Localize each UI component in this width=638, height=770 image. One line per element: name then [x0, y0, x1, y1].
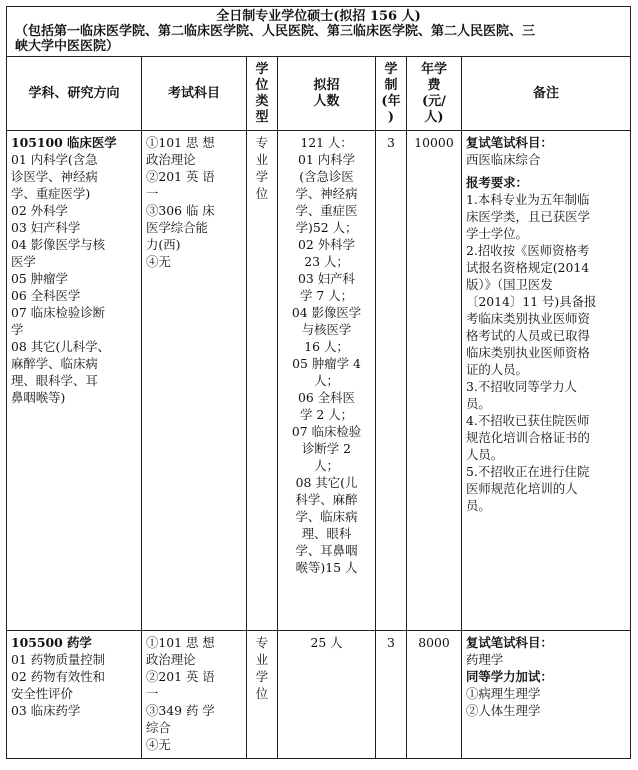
requirement-line: 规范化培训合格证书的 — [466, 430, 590, 445]
subject-line: 02 药物有效性和 — [11, 669, 106, 684]
subject-line: 03 临床药学 — [11, 703, 81, 718]
duration-cell — [376, 631, 407, 759]
requirements-title: 报考要求： — [466, 175, 528, 190]
quota-line: 理、眼科 — [301, 526, 352, 541]
remarks-cell — [462, 131, 631, 631]
quota-line: 01 内科学 — [298, 152, 355, 167]
quota-line: 04 影像医学 — [291, 305, 362, 320]
requirement-line: 4.不招收已获住院医师 — [466, 413, 590, 428]
subject-line: 03 妇产科学 — [11, 220, 81, 235]
exam-line: ①101 思 想 — [146, 135, 215, 150]
exam-line: ④无 — [146, 737, 171, 752]
exam-cell — [142, 131, 247, 631]
exam-line: 一 — [146, 186, 159, 201]
header-quota: 拟招 人数 — [278, 57, 376, 131]
quota-line: 人； — [314, 458, 339, 473]
quota-line: 学、临床病 — [295, 509, 358, 524]
subject-cell — [7, 131, 142, 631]
duration-cell — [376, 131, 407, 631]
subtitle-line: 峡大学中医医院） — [15, 39, 120, 54]
subject-line: 04 影像医学与核 — [11, 237, 106, 252]
quota-cell — [278, 131, 376, 631]
quota-line: 与核医学 — [301, 322, 352, 337]
quota-line: 06 全科医 — [298, 390, 355, 405]
exam-line: ②201 英 语 — [146, 669, 215, 684]
subject-line: 理、眼科学、耳 — [11, 373, 98, 388]
subject-line: 05 肿瘤学 — [11, 271, 68, 286]
quota-line: 学)52 人； — [295, 220, 358, 235]
subject-cell — [7, 631, 142, 759]
quota-line: 23 人； — [304, 254, 349, 269]
quota-line: 科学、麻醉 — [295, 492, 358, 507]
requirement-line: 2.招收按《医师资格考 — [466, 243, 590, 258]
exam-line: ③349 药 学 — [146, 703, 215, 718]
subject-line: 诊医学、神经病 — [11, 169, 98, 184]
quota-line: 人； — [314, 373, 339, 388]
quota-line: 08 其它(儿 — [295, 475, 358, 490]
subject-line: 01 内科学(含急 — [11, 152, 98, 167]
subject-line: 06 全科医学 — [11, 288, 81, 303]
requirement-line: 学士学位。 — [466, 226, 528, 241]
quota-line: 诊断学 2 — [302, 441, 351, 456]
quota-cell — [278, 631, 376, 759]
retest-title: 复试笔试科目： — [466, 635, 553, 650]
requirement-line: 1.本科专业为五年制临 — [466, 192, 590, 207]
quota-line: 05 肿瘤学 4 — [292, 356, 361, 371]
requirement-line: 试报名资格规定(2014 — [466, 260, 590, 275]
requirement-line: 版）》（国卫医发 — [466, 277, 553, 292]
degree-type-char: 位 — [255, 686, 269, 701]
retest-subject: 药理学 — [466, 652, 504, 667]
header-subject: 学科、研究方向 — [7, 57, 142, 131]
degree-type-char: 学 — [255, 169, 269, 184]
requirement-line: 考临床类别执业医师资 — [466, 311, 590, 326]
retest-title: 复试笔试科目： — [466, 135, 553, 150]
subject-line: 麻醉学、临床病 — [11, 356, 98, 371]
admission-table — [6, 6, 631, 759]
requirement-line: 员。 — [466, 396, 491, 411]
table-row — [7, 631, 631, 759]
tuition-value: 8000 — [418, 635, 450, 650]
quota-line: 学、神经病 — [295, 186, 358, 201]
requirement-line: 临床类别执业医师资格 — [466, 345, 590, 360]
tuition-cell — [407, 131, 462, 631]
subject-line: 学、重症医学) — [11, 186, 91, 201]
subtitle-line: （包括第一临床医学院、第二临床医学院、人民医院、第三临床医学院、第二人民医院、三 — [15, 24, 536, 39]
degree-type-char: 业 — [255, 152, 269, 167]
remarks-cell — [462, 631, 631, 759]
exam-line: 政治理论 — [146, 652, 196, 667]
quota-line: 121 人： — [300, 135, 353, 150]
duration-value: 3 — [387, 635, 395, 650]
equivalent-exam-line: ②人体生理学 — [466, 703, 541, 718]
quota-line: 16 人； — [304, 339, 349, 354]
table-title: 全日制专业学位硕士(拟招 156 人) — [216, 9, 421, 24]
exam-cell — [142, 631, 247, 759]
quota-line: 25 人 — [310, 635, 343, 650]
quota-line: 07 临床检验 — [291, 424, 362, 439]
quota-line: (含急诊医 — [299, 169, 354, 184]
header-degree-type: 学 位 类 型 — [247, 57, 278, 131]
header-tuition: 年学 费 (元/ 人) — [407, 57, 462, 131]
table-row — [7, 131, 631, 631]
requirement-line: 医师规范化培训的人 — [466, 481, 578, 496]
header-duration: 学 制 (年 ) — [376, 57, 407, 131]
subject-line: 08 其它(儿科学、 — [11, 339, 110, 354]
subject-line: 安全性评价 — [11, 686, 73, 701]
degree-type-char: 专 — [255, 635, 269, 650]
tuition-value: 10000 — [414, 135, 454, 150]
requirement-line: 3.不招收同等学力人 — [466, 379, 577, 394]
quota-line: 学 2 人； — [300, 407, 353, 422]
tuition-cell — [407, 631, 462, 759]
exam-line: 政治理论 — [146, 152, 196, 167]
degree-type-cell — [247, 131, 278, 631]
quota-line: 喉等)15 人 — [295, 560, 358, 575]
quota-line: 02 外科学 — [298, 237, 355, 252]
subject-line: 01 药物质量控制 — [11, 652, 106, 667]
degree-type-char: 专 — [255, 135, 269, 150]
requirement-line: 床医学类，且已获医学 — [466, 209, 590, 224]
exam-line: 综合 — [146, 720, 171, 735]
exam-line: ②201 英 语 — [146, 169, 215, 184]
requirement-line: 〔2014〕11 号)具备报 — [466, 294, 597, 309]
equivalent-exam-title: 同等学力加试： — [466, 669, 553, 684]
title-row — [7, 7, 631, 57]
exam-line: 医学综合能 — [146, 220, 208, 235]
header-row — [7, 57, 631, 131]
requirement-line: 5.不招收正在进行住院 — [466, 464, 590, 479]
degree-type-char: 学 — [255, 669, 269, 684]
subject-line: 02 外科学 — [11, 203, 68, 218]
degree-type-cell — [247, 631, 278, 759]
retest-subject: 西医临床综合 — [466, 152, 541, 167]
exam-line: 一 — [146, 686, 159, 701]
exam-line: 力(西) — [146, 237, 181, 252]
degree-type-char: 业 — [255, 652, 269, 667]
header-exam: 考试科目 — [142, 57, 247, 131]
quota-line: 03 妇产科 — [298, 271, 355, 286]
equivalent-exam-line: ①病理生理学 — [466, 686, 541, 701]
subject-line: 学 — [11, 322, 24, 337]
subject-line: 鼻咽喉等) — [11, 390, 66, 405]
requirement-line: 格考试的人员或已取得 — [466, 328, 590, 343]
exam-line: ③306 临 床 — [146, 203, 215, 218]
header-remarks: 备注 — [462, 57, 631, 131]
table-subtitle — [13, 24, 624, 54]
subject-code: 105500 药学 — [11, 635, 92, 650]
degree-type-char: 位 — [255, 186, 269, 201]
subject-line: 医学 — [11, 254, 36, 269]
requirement-line: 证的人员。 — [466, 362, 528, 377]
quota-line: 学、重症医 — [295, 203, 358, 218]
requirement-line: 人员。 — [466, 447, 504, 462]
requirement-line: 员。 — [466, 498, 491, 513]
title-cell — [7, 7, 631, 57]
subject-code: 105100 临床医学 — [11, 135, 117, 150]
quota-line: 学、耳鼻咽 — [295, 543, 358, 558]
exam-line: ①101 思 想 — [146, 635, 215, 650]
exam-line: ④无 — [146, 254, 171, 269]
subject-line: 07 临床检验诊断 — [11, 305, 106, 320]
page — [6, 6, 630, 759]
quota-line: 学 7 人； — [300, 288, 353, 303]
duration-value: 3 — [387, 135, 395, 150]
